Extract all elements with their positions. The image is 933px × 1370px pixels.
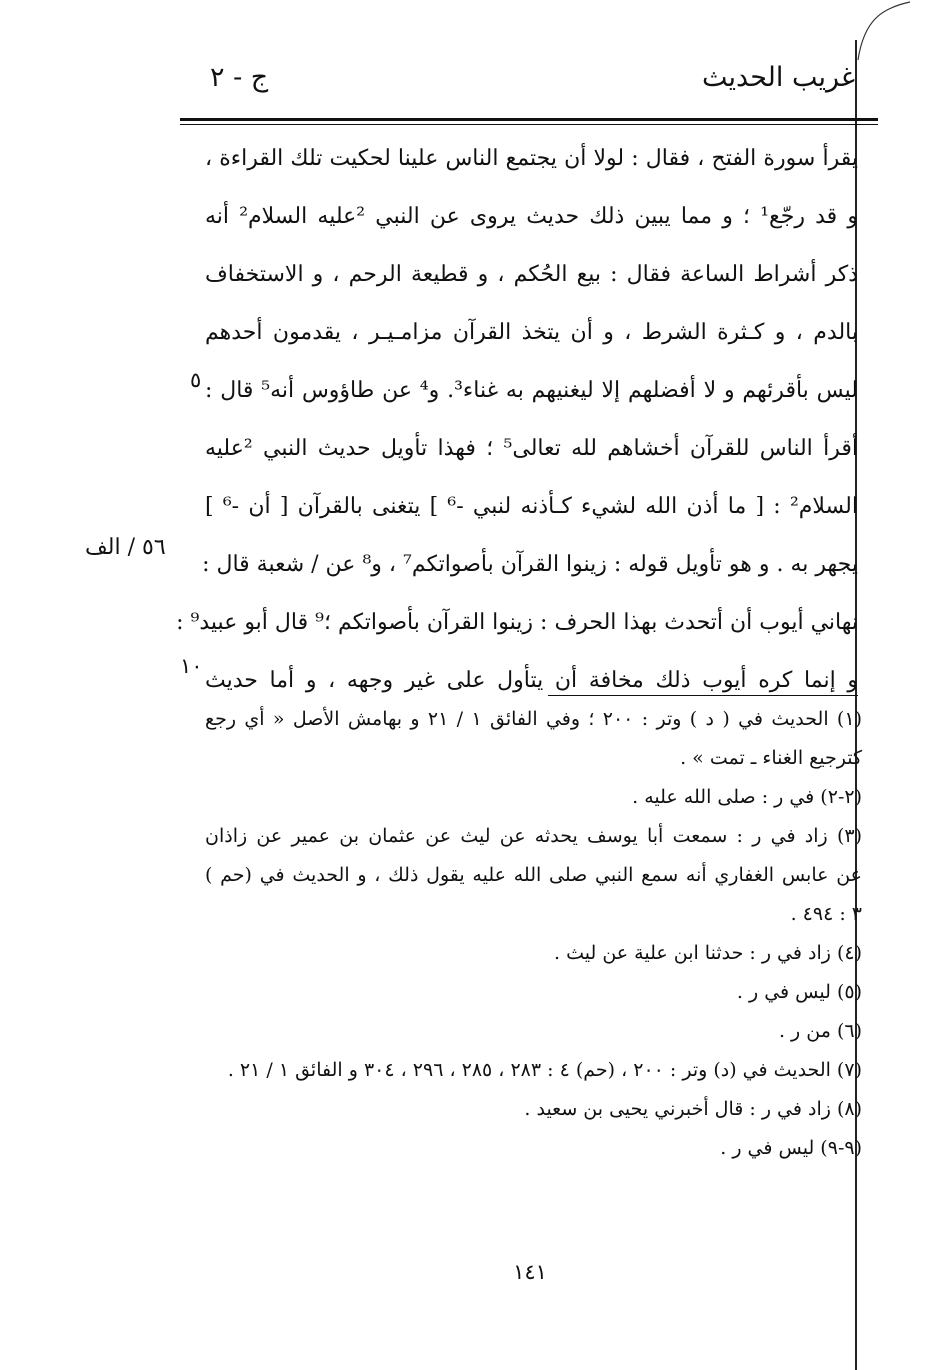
text-line: أقرأ الناس للقرآن أخشاهم لله تعالى⁵ ؛ فهذا تأويل حديث النبي ²عليه (205, 436, 858, 461)
footnote-line: (٥) ليس في ر . (736, 981, 862, 1003)
text-line: و قد رجّع¹ ؛ و مما يبين ذلك حديث يروى عن النبي ²عليه السلام² أنه (205, 204, 858, 229)
footnote-line: (٢-٢) في ر : صلى الله عليه . (632, 786, 862, 808)
text-line: يجهر به . و هو تأويل قوله : زينوا القرآن بأصواتكم⁷ ، و⁸ عن / شعبة قال : (202, 552, 858, 577)
text-line: بالدم ، و كـثرة الشرط ، و أن يتخذ القرآن مزامـيـر ، يقدمون أحدهم (205, 320, 858, 345)
line-number-5: ٥ (190, 368, 202, 392)
footnote-line: (٧) الحديث في (د) وتر : ٢٠٠ ، (حم) ٤ : ٢٨٣ ، ٢٨٥ ، ٢٩٦ ، ٣٠٤ و الفائق ١ / ٢١ . (227, 1059, 862, 1081)
header-part-number: ج - ٢ (210, 62, 269, 93)
text-line: ليس بأقرئهم و لا أفضلهم إلا ليغنيهم به غناء³. و⁴ عن طاؤوس أنه⁵ قال : (205, 378, 858, 403)
line-number-10: ١٠ (180, 654, 203, 678)
running-header (195, 62, 855, 112)
text-line: يقرأ سورة الفتح ، فقال : لولا أن يجتمع الناس علينا لحكيت تلك القراءة ، (205, 146, 858, 171)
footnote-line: (٨) زاد في ر : قال أخبرني يحيى بن سعيد . (524, 1098, 862, 1120)
footnote-line: (٦) من ر . (778, 1020, 862, 1042)
folio-marker: ٥٦ / الف (85, 535, 166, 560)
text-line: السلام² : [ ما أذن الله لشيء كـأذنه لنبي -⁶ ] يتغنى بالقرآن [ أن -⁶ ] (205, 494, 858, 519)
text-line: نهاني أيوب أن أتحدث بهذا الحرف : زينوا القرآن بأصواتكم ؛⁹ قال أبو عبيد⁹ : (176, 610, 858, 635)
footnote-line: كترجيع الغناء ـ تمت » . (680, 747, 862, 769)
footnote-line: عن عابس الغفاري أنه سمع النبي صلى الله عليه يقول ذلك ، و الحديث في (حم ) (205, 864, 862, 886)
footnote-line: (٣) زاد في ر : سمعت أبا يوسف يحدثه عن ليث عن عثمان بن عمير عن زاذان (205, 825, 862, 847)
text-line: ذكر أشراط الساعة فقال : بيع الحُكم ، و قطيعة الرحم ، و الاستخفاف (205, 262, 858, 287)
footnotes-separator (548, 695, 858, 696)
header-rule-thin (180, 124, 878, 125)
header-rule-thick (180, 118, 878, 121)
page-corner-curve (852, 0, 912, 60)
footnote-line: (٩-٩) ليس في ر . (720, 1137, 862, 1159)
footnotes-block (205, 700, 862, 1168)
footnote-line: (٤) زاد في ر : حدثنا ابن علية عن ليث . (554, 942, 862, 964)
text-line: و إنما كره أيوب ذلك مخافة أن يتأول على غير وجهه ، و أما حديث (205, 668, 858, 693)
footnote-line: ٣ : ٤٩٤ . (790, 903, 862, 925)
footnote-line: (١) الحديث في ( د ) وتر : ٢٠٠ ؛ وفي الفائق ١ / ٢١ و بهامش الأصل « أي رجع (205, 708, 862, 730)
header-title: غريب الحديث (702, 62, 855, 93)
page-number: ١٤١ (513, 1260, 547, 1284)
